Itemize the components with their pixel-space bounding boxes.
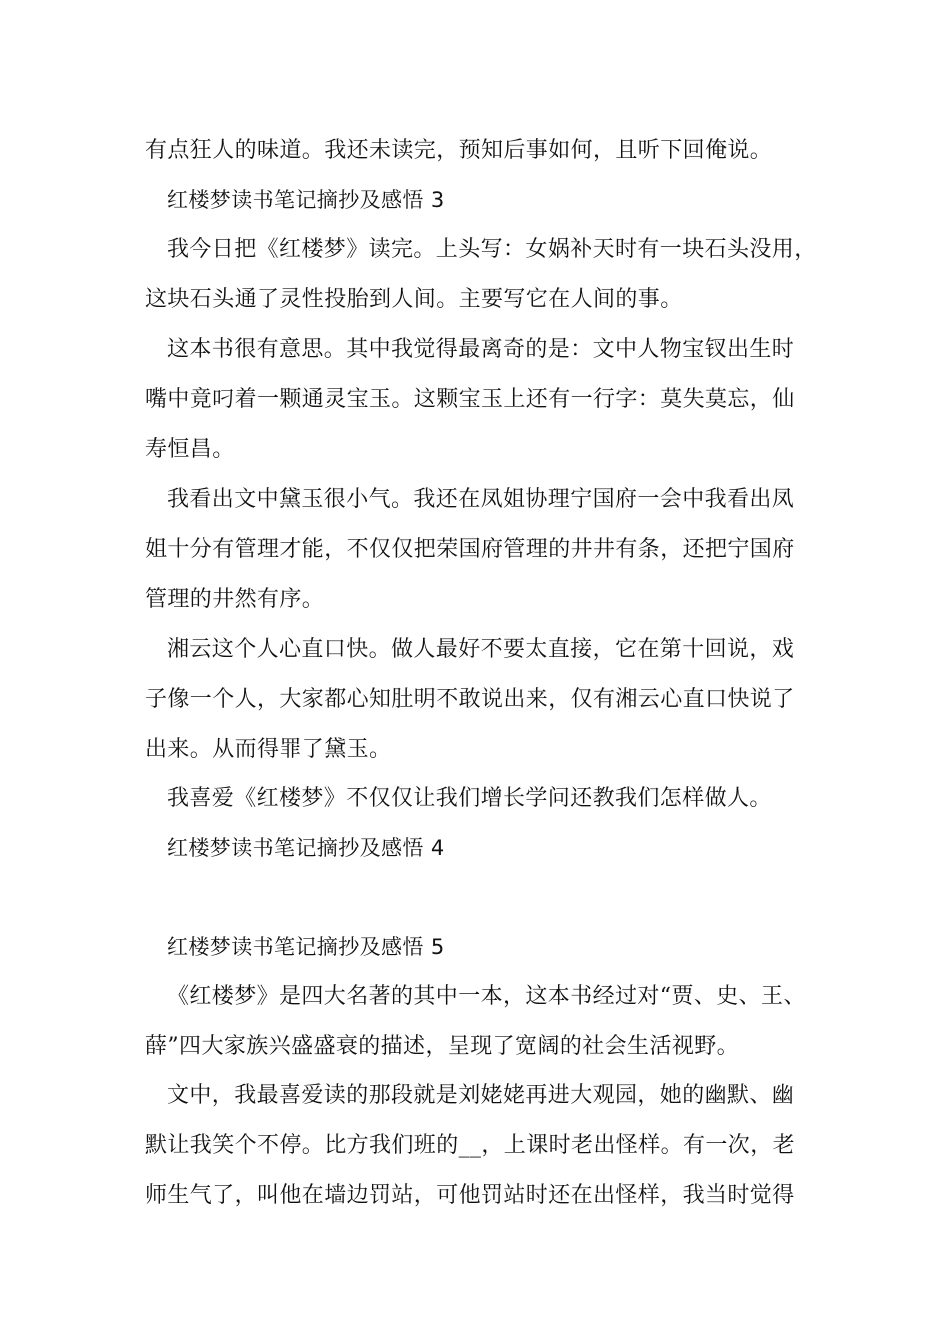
text-line: 师生气了，叫他在墙边罚站，可他罚站时还在出怪样，我当时觉得 <box>145 1183 795 1208</box>
text-line: 子像一个人，大家都心知肚明不敢说出来，仅有湘云心直口快说了 <box>145 687 795 712</box>
text-line: 这块石头通了灵性投胎到人间。主要写它在人间的事。 <box>145 287 683 312</box>
text-line: 姐十分有管理才能，不仅仅把荣国府管理的井井有条，还把宁国府 <box>145 537 795 562</box>
section-heading: 红楼梦读书笔记摘抄及感悟 3 <box>167 188 445 212</box>
text-line: 出来。从而得罪了黛玉。 <box>145 737 392 762</box>
text-line: 嘴中竟叼着一颗通灵宝玉。这颗宝玉上还有一行字：莫失莫忘，仙 <box>145 387 795 412</box>
text-line: 薛”四大家族兴盛盛衰的描述，呈现了宽阔的社会生活视野。 <box>145 1034 740 1059</box>
text-line: 我今日把《红楼梦》读完。上头写：女娲补天时有一块石头没用， <box>167 237 817 262</box>
text-line: 我看出文中黛玉很小气。我还在凤姐协理宁国府一会中我看出凤 <box>167 487 795 512</box>
section-heading: 红楼梦读书笔记摘抄及感悟 4 <box>167 836 445 860</box>
text-line: 我喜爱《红楼梦》不仅仅让我们增长学问还教我们怎样做人。 <box>167 786 772 811</box>
section-heading: 红楼梦读书笔记摘抄及感悟 5 <box>167 935 445 959</box>
text-line: 这本书很有意思。其中我觉得最离奇的是：文中人物宝钗出生时 <box>167 337 795 362</box>
text-line: 管理的井然有序。 <box>145 587 325 612</box>
text-line: 有点狂人的味道。我还未读完，预知后事如何，且听下回俺说。 <box>145 138 773 163</box>
text-line: 默让我笑个不停。比方我们班的__，上课时老出怪样。有一次，老 <box>145 1133 796 1158</box>
text-line: 《红楼梦》是四大名著的其中一本，这本书经过对“贾、史、王、 <box>167 984 806 1009</box>
text-line: 文中，我最喜爱读的那段就是刘姥姥再进大观园，她的幽默、幽 <box>167 1083 795 1108</box>
text-line: 湘云这个人心直口快。做人最好不要太直接，它在第十回说，戏 <box>167 637 795 662</box>
text-line: 寿恒昌。 <box>145 437 235 462</box>
